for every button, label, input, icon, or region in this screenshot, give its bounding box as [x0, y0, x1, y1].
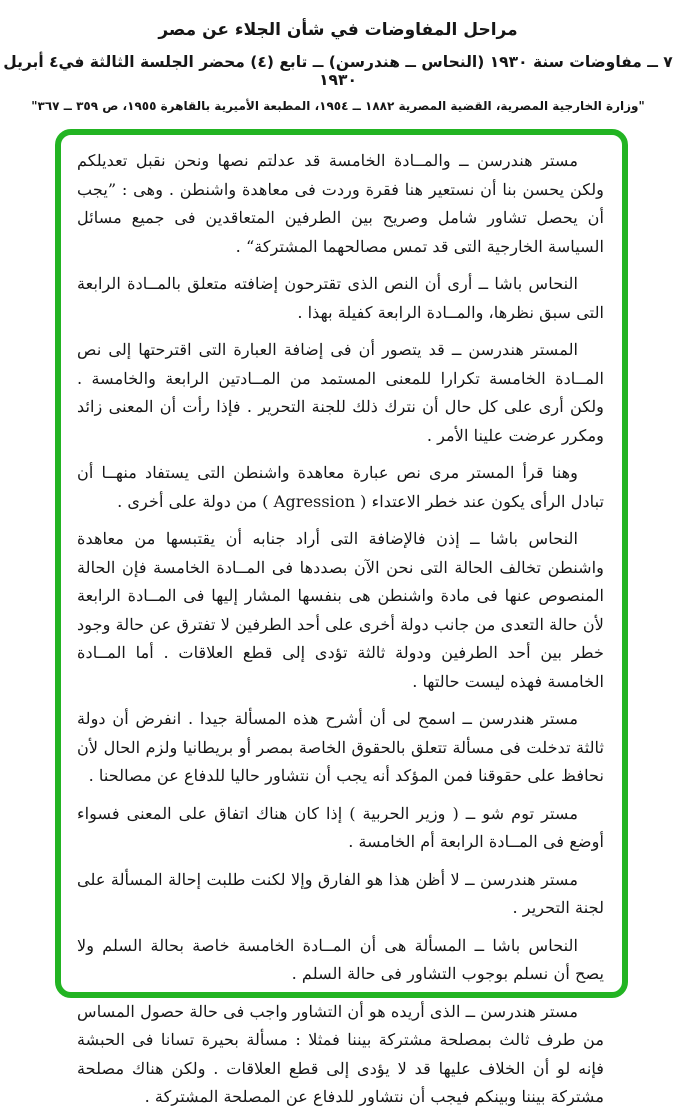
narration-paragraph: وهنا قرأ المستر مرى نص عبارة معاهدة واشنطن التى يستفاد منهــا أن تبادل الرأى يكون عند خطر الاعتداء ( Agression ) من دولة على أخرى . [77, 463, 604, 511]
page-subtitle: ٧ ــ مفاوضات سنة ١٩٣٠ (النحاس ــ هندرسن) ــ تابع (٤) محضر الجلسة الثالثة في٤ أبريل ١٩٣٠ [3, 53, 673, 89]
dialogue-paragraph: النحاس باشا ــ المسألة هى أن المــادة الخامسة خاصة بحالة السلم ولا يصح أن نسلم بوجوب التشاور فى حالة السلم . [77, 935, 604, 984]
dialogue-paragraph: مستر توم شو ــ ( وزير الحربية ) إذا كان هناك اتفاق على المعنى فسواء أوضع فى المــادة الرابعة أم الخامسة . [77, 803, 604, 852]
dialogue-paragraph: مستر هندرسن ــ لا أظن هذا هو الفارق وإلا لكنت طلبت إحالة المسألة على لجنة التحرير . [77, 869, 604, 918]
source-citation: "وزارة الخارجية المصرية، القضية المصرية ١٨٨٢ ــ ١٩٥٤، المطبعة الأميرية بالقاهرة ١٩٥٥، ص ٣٥٩ ــ ٣٦٧" [31, 99, 645, 113]
dialogue-paragraph: النحاس باشا ــ إذن فالإضافة التى أراد جنابه أن يقتبسها من معاهدة واشنطن تخالف الحالة التى نحن الآن بصددها فى المــادة الخامسة فإن الحالة المنصوص عنها فى مادة واشنطن هى بنفسها المشار إليها فى المــادة الرابعة لأن حالة التعدى من جانب دولة أخرى على أحد الطرفين لا تفترق عن حالة وجود خطر بين أحد الطرفين ودولة ثالثة تؤدى إلى قطع العلاقات . أما المــادة الخامسة فهذه ليست حالتها . [77, 529, 604, 691]
dialogue-paragraph: النحاس باشا ــ أرى أن النص الذى تقترحون إضافته متعلق بالمــادة الرابعة التى سبق نظرها، والمــادة الرابعة كفيلة بهذا . [77, 274, 604, 322]
dialogue-paragraph: المستر هندرسن ــ قد يتصور أن فى إضافة العبارة التى اقترحتها إلى نص المــادة الخامسة تكرارا للمعنى المستمد من المــادتين الرابعة والخامسة . ولكن أرى على كل حال أن نترك ذلك للجنة التحرير . فإذا رأت أن المعنى زائد ومكرر عرضت علينا الأمر . [77, 340, 604, 445]
dialogue-paragraph: مستر هندرسن ــ الذى أريده هو أن التشاور واجب فى حالة حصول المساس من طرف ثالث بمصلحة مشتركة بيننا فمثلا : مسألة بحيرة تسانا فى الحبشة فإنه لو أن الخلاف عليها قد لا يؤدى إلى قطع العلاقات . ولكن هناك مصلحة مشتركة بيننا وبينكم فيجب أن نتشاور للدفاع عن المصلحة المشتركة . [77, 1001, 604, 1107]
dialogue-paragraph: مستر هندرسن ــ والمــادة الخامسة قد عدلتم نصها ونحن نقبل تعديلكم ولكن يحسن بنا أن نستعير هنا فقرة وردت فى معاهدة واشنطن . وهى : ”يجب أن يحصل تشاور شامل وصريح بين الطرفين المتعاقدين فى جميع مسائل السياسة الخارجية التى قد تمس مصالحهما المشتركة“ . [77, 151, 604, 256]
highlight-border-box [55, 129, 628, 1107]
dialogue-paragraph: مستر هندرسن ــ اسمح لى أن أشرح هذه المسألة جيدا . انفرض أن دولة ثالثة تدخلت فى مسألة تتعلق بالحقوق الخاصة بمصر أو بريطانيا ولزم الحال لأن نحافظ على حقوقنا فمن المؤكد أنه يجب أن نتشاور حاليا للدفاع عن مصالحنا . [77, 709, 604, 786]
page-title: مراحل المفاوضات في شأن الجلاء عن مصر [158, 20, 518, 40]
document-header [0, 0, 676, 113]
